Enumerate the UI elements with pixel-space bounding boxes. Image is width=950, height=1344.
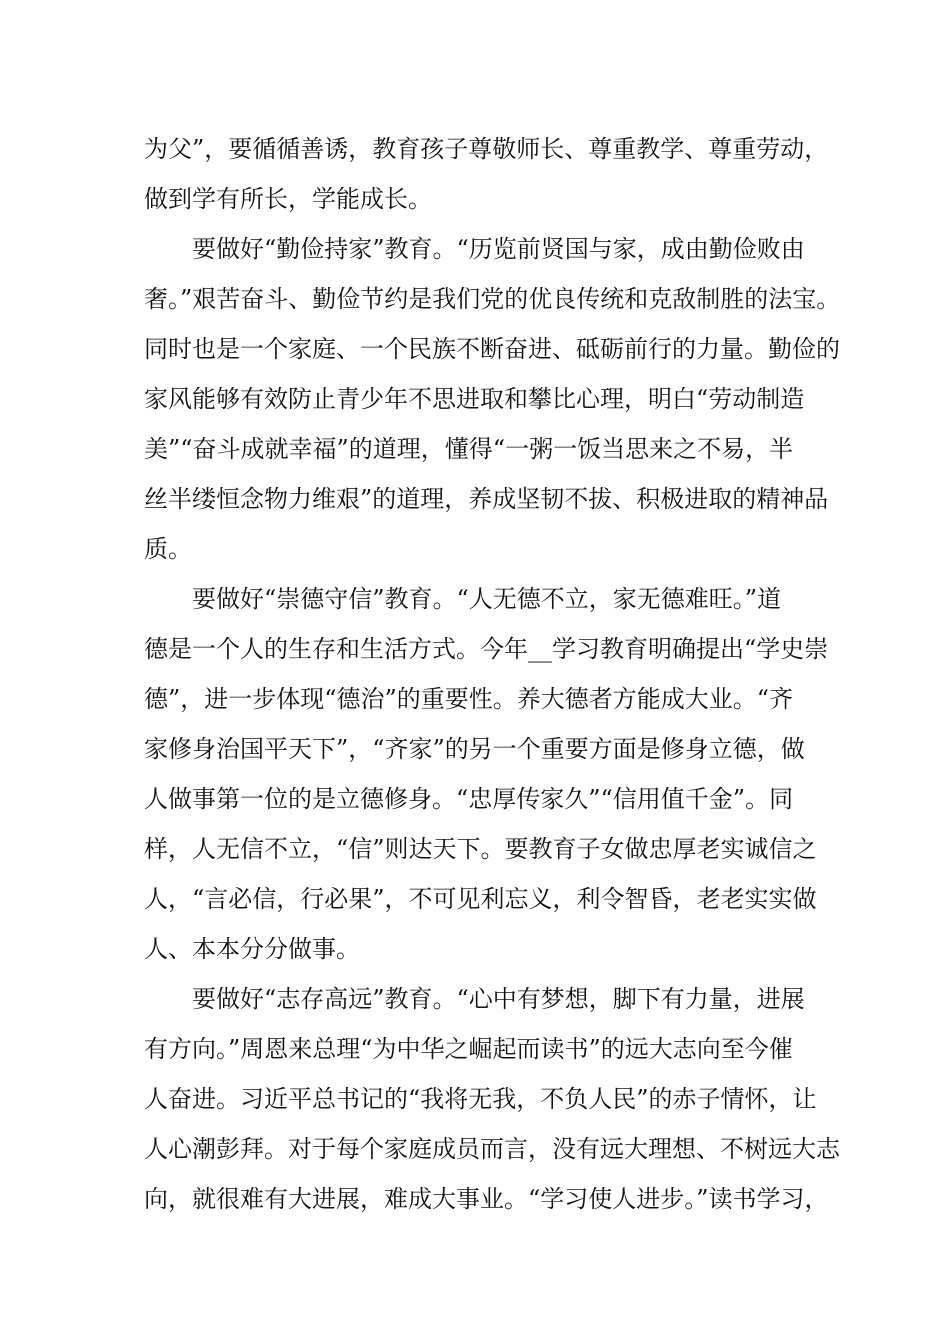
paragraph-start-line: 要做好“崇德守信”教育。“人无德不立，家无德难旺。”道 bbox=[192, 585, 782, 613]
text-line: 人做事第一位的是立德修身。“忠厚传家久”“信用值千金”。同 bbox=[144, 785, 794, 813]
text-line: 德”，进一步体现“德治”的重要性。养大德者方能成大业。“齐 bbox=[144, 685, 794, 713]
text-line: 有方向。”周恩来总理“为中华之崛起而读书”的远大志向至今催 bbox=[144, 1035, 793, 1063]
text-line: 人，“言必信，行必果”，不可见利忘义，利令智昏，老老实实做 bbox=[144, 885, 817, 913]
text-line: 同时也是一个家庭、一个民族不断奋进、砥砺前行的力量。勤俭的 bbox=[144, 335, 840, 363]
paragraph-start-line: 要做好“勤俭持家”教育。“历览前贤国与家，成由勤俭败由 bbox=[192, 235, 805, 263]
text-line: 德是一个人的生存和生活方式。今年__学习教育明确提出“学史崇 bbox=[144, 635, 829, 663]
text-line: 样，人无信不立，“信”则达天下。要教育子女做忠厚老实诚信之 bbox=[144, 835, 817, 863]
text-line: 家风能够有效防止青少年不思进取和攀比心理，明白“劳动制造 bbox=[144, 385, 805, 413]
text-line: 人奋进。习近平总书记的“我将无我，不负人民”的赤子情怀，让 bbox=[144, 1085, 817, 1113]
text-line: 质。 bbox=[144, 535, 192, 563]
text-line: 家修身治国平天下”，“齐家”的另一个重要方面是修身立德，做 bbox=[144, 735, 805, 763]
paragraph-start-line: 要做好“志存高远”教育。“心中有梦想，脚下有力量，进展 bbox=[192, 985, 805, 1013]
text-line: 做到学有所长，学能成长。 bbox=[144, 185, 432, 213]
text-line: 为父”，要循循善诱，教育孩子尊敬师长、尊重教学、尊重劳动， bbox=[144, 135, 829, 163]
text-line: 人心潮彭拜。对于每个家庭成员而言，没有远大理想、不树远大志 bbox=[144, 1135, 840, 1163]
document-body bbox=[144, 124, 841, 1224]
text-line: 丝半缕恒念物力维艰”的道理，养成坚韧不拔、积极进取的精神品 bbox=[144, 485, 829, 513]
text-line: 人、本本分分做事。 bbox=[144, 935, 360, 963]
text-line: 奢。”艰苦奋斗、勤俭节约是我们党的优良传统和克敌制胜的法宝。 bbox=[144, 285, 841, 313]
text-line: 美”“奋斗成就幸福”的道理，懂得“一粥一饭当思来之不易，半 bbox=[144, 435, 794, 463]
text-line: 向，就很难有大进展，难成大事业。“学习使人进步。”读书学习， bbox=[144, 1185, 829, 1213]
